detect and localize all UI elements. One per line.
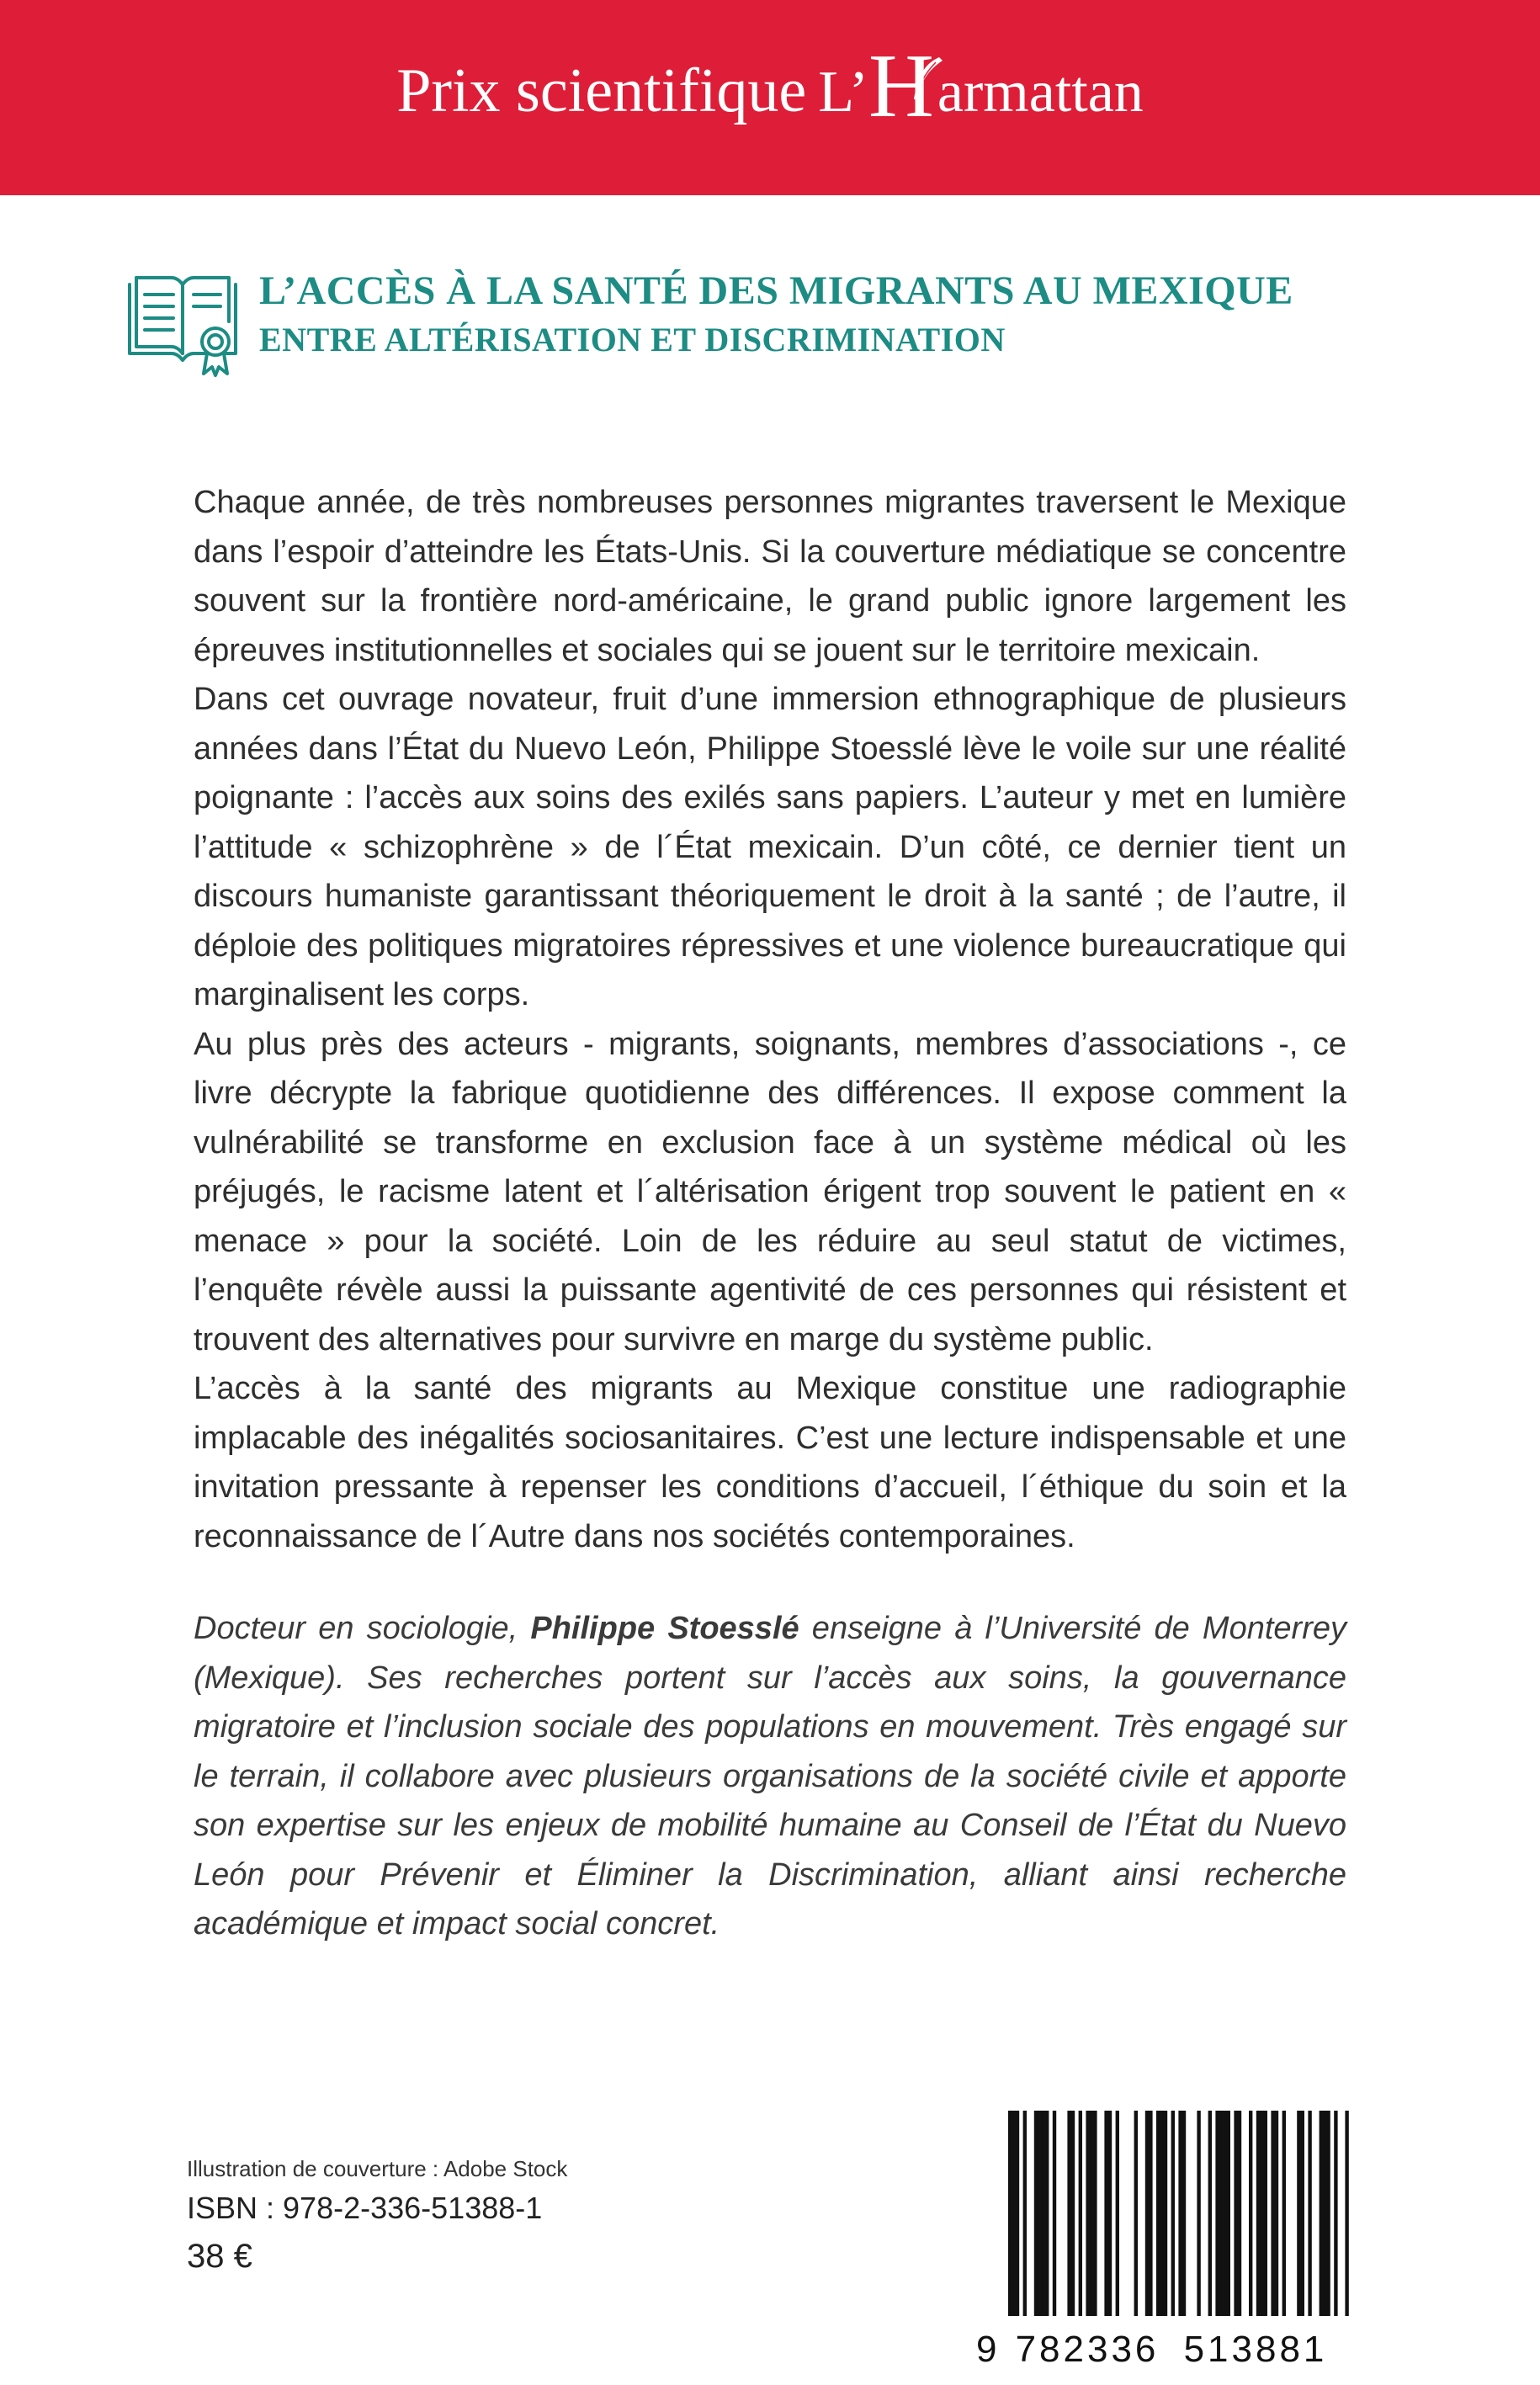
barcode-bar [1034,2111,1049,2316]
barcode-bar [1320,2111,1330,2316]
barcode-bar [1234,2111,1241,2316]
barcode-bar [1345,2111,1348,2316]
logo-capital-h: H [868,36,934,136]
barcode-bar [1053,2111,1056,2316]
book-subtitle: ENTRE ALTÉRISATION ET DISCRIMINATION [259,321,1006,359]
author-bio [194,1604,1346,1949]
barcode-bar [1215,2111,1230,2316]
summary-paragraph: L’accès à la santé des migrants au Mexique constitue une radiographie implacable des inégalités sociosanitaires. C’est une lecture indispensable et une invitation pressante à repenser les conditions d’accueil, l´éthique du soin et la reconnaissance de l´Autre dans nos sociétés contemporaines. [194,1371,1346,1554]
summary-paragraph: Chaque année, de très nombreuses personnes migrantes traversent le Mexique dans l’espoir d’atteindre les États-Unis. Si la couverture médiatique se concentre souvent sur la frontière nord-américaine, le grand public ignore largement les épreuves institutionnelles et sociales qui se jouent sur le territoire mexicain. [194,485,1346,668]
barcode-bar [1208,2111,1212,2316]
banner-text [0,36,1540,136]
bio-intro: Docteur en sociologie, [194,1611,531,1646]
barcode-bar [1282,2111,1286,2316]
cover-illustration-credit: Illustration de couverture : Adobe Stock [187,2156,568,2181]
publisher-logo [818,36,1144,136]
barcode-bar [1249,2111,1252,2316]
barcode-digits-right: 513881 [1183,2329,1328,2370]
logo-rest: armattan [937,60,1144,125]
book-title: L’ACCÈS À LA SANTÉ DES MIGRANTS AU MEXIQUE [259,268,1293,313]
barcode-bar [1134,2111,1138,2316]
barcode-bar [1197,2111,1200,2316]
barcode-bar [1156,2111,1167,2316]
book-credits [187,2156,567,2276]
barcode-bar [1334,2111,1337,2316]
barcode-bar [1145,2111,1153,2316]
summary-paragraph: Dans cet ouvrage novateur, fruit d’une immersion ethnographique de plusieurs années dans l’État du Nuevo León, Philippe Stoesslé lève le voile sur une réalité poignante : l’accès aux soins des exilés sans papiers. L’auteur y met en lumière l’attitude « schizophrène » de l´État mexicain. D’un côté, ce dernier tient un discours humaniste garantissant théoriquement le droit à la santé ; de l’autre, il déploie des politiques migratoires répressives et une violence bureaucratique qui marginalisent les corps. [194,682,1346,1012]
banner-prize-label: Prix scientifique [396,56,807,125]
barcode-bar [1256,2111,1267,2316]
logo-prefix: L’ [818,60,868,125]
barcode-bar [1308,2111,1311,2316]
author-name: Philippe Stoesslé [530,1611,799,1646]
barcode-bar [1086,2111,1097,2316]
barcode-bar [1104,2111,1112,2316]
barcode-digit-first: 9 [976,2329,997,2370]
barcode-bar [1297,2111,1304,2316]
book-certificate-icon [125,273,241,377]
barcode-bar [1178,2111,1186,2316]
barcode-bars [1008,2111,1349,2316]
barcode-bar [1067,2111,1075,2316]
barcode-bar [1171,2111,1175,2316]
barcode-digits-left: 782336 [1015,2329,1160,2370]
isbn-barcode [969,2104,1358,2372]
book-price: 38 € [187,2238,252,2275]
barcode-bar [1116,2111,1119,2316]
publisher-banner [0,0,1540,195]
back-cover-summary [194,478,1346,1561]
barcode-bar [1079,2111,1082,2316]
barcode-bar [1271,2111,1278,2316]
barcode-bar [1008,2111,1019,2316]
summary-paragraph: Au plus près des acteurs - migrants, soignants, membres d’associations -, ce livre décrypte la fabrique quotidienne des différences. Il expose comment la vulnérabilité se transforme en exclusion face à un système médical où les préjugés, le racisme latent et l´altérisation érigent trop souvent le patient en « menace » pour la société. Loin de les réduire au seul statut de victimes, l’enquête révèle aussi la puissante agentivité de ces personnes qui résistent et trouvent des alternatives pour survivre en marge du système public. [194,1026,1346,1357]
bio-text: enseigne à l’Université de Monterrey (Mexique). Ses recherches portent sur l’accès aux soins, la gouvernance migratoire et l’inclusion sociale des populations en mouvement. Très engagé sur le terrain, il collabore avec plusieurs organisations de la société civile et apporte son expertise sur les enjeux de mobilité humaine au Conseil de l’État du Nuevo León pour Prévenir et Éliminer la Discrimination, alliant ainsi recherche académique et impact social concret. [194,1611,1346,1941]
barcode-bar [1023,2111,1027,2316]
isbn-number: ISBN : 978-2-336-51388-1 [187,2191,543,2225]
